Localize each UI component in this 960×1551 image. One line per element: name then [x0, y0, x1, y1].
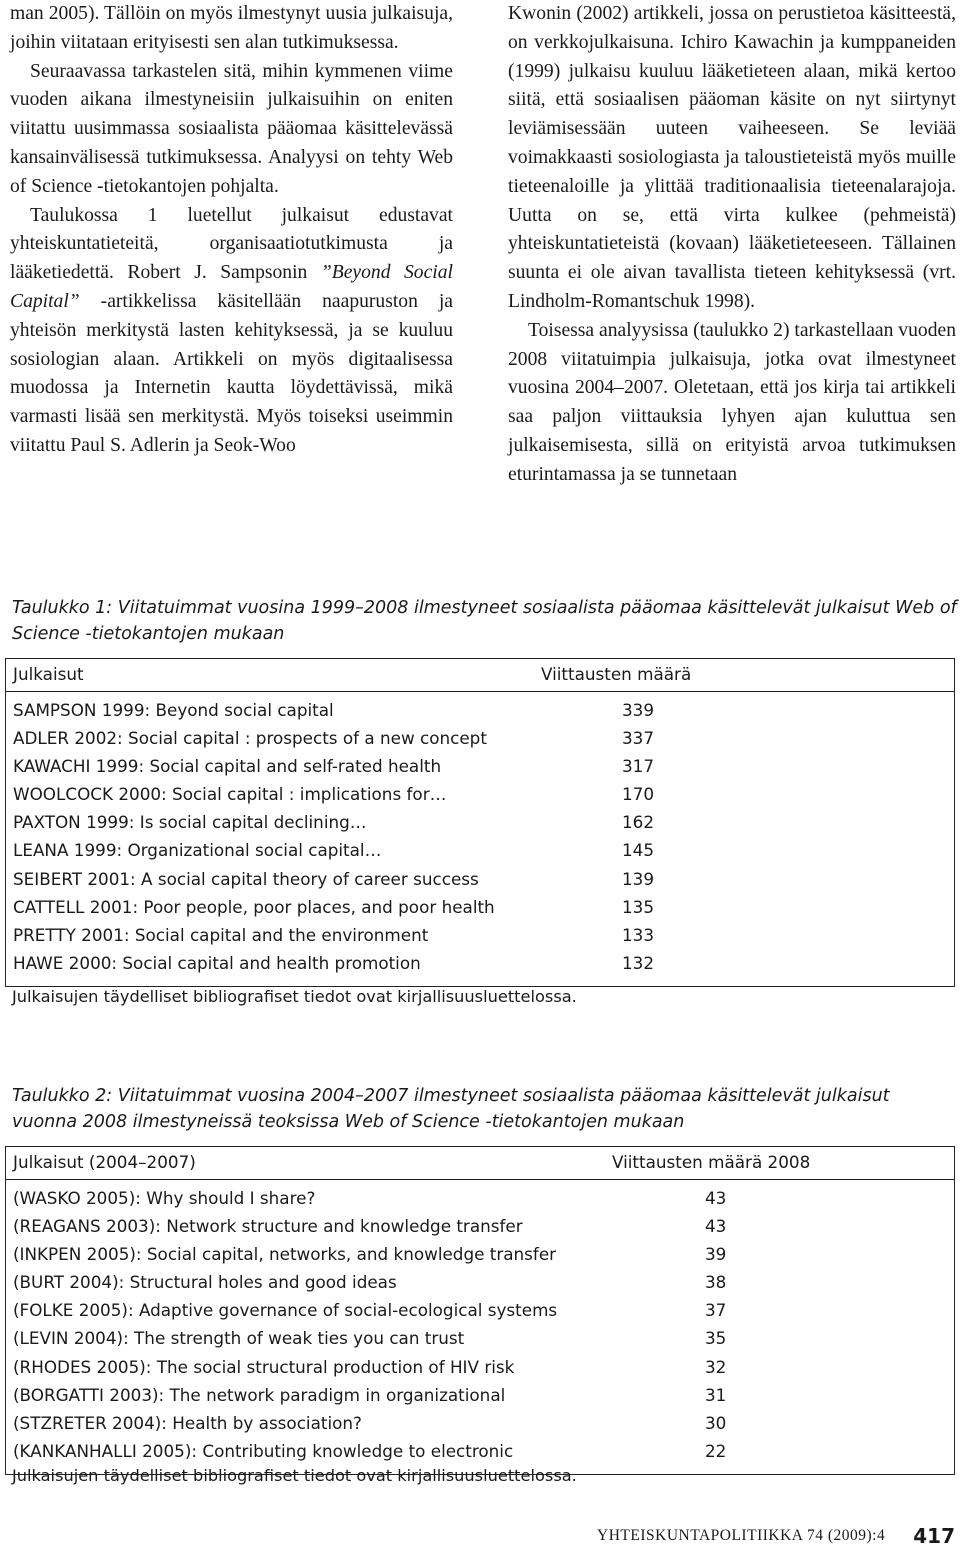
citation-count: 30: [705, 1412, 727, 1433]
table2: [5, 1146, 955, 1475]
table2-header: [5, 1146, 955, 1180]
citation-count: 43: [705, 1216, 727, 1237]
table2-body: [5, 1180, 955, 1475]
table-row: [6, 1271, 954, 1299]
table-row: [6, 1215, 954, 1243]
publication-title: (BURT 2004): Structural holes and good ideas: [13, 1272, 397, 1293]
paragraph: Toisessa analyysissa (taulukko 2) tarkastellaan vuoden 2008 viitatuimpia julkaisuja, jotka ovat ilmestyneet vuosina 2004–2007. Oletetaan, että jos kirja tai artikkeli saa paljon viittauksia lyhyen ajan kuluttua sen julkaisemisesta, sillä on erityistä arvoa tutkimuksen eturintamassa ja se tunnetaan: [508, 319, 956, 485]
table-row: [6, 1440, 954, 1468]
publication-title: SAMPSON 1999: Beyond social capital: [13, 700, 334, 720]
table-row: [6, 783, 954, 811]
page-footer: [597, 1523, 955, 1549]
citation-count: 31: [705, 1384, 727, 1405]
table-row: [6, 1243, 954, 1271]
citation-count: 133: [622, 924, 655, 945]
citation-count: 43: [705, 1188, 727, 1208]
publication-title: (REAGANS 2003): Network structure and knowledge transfer: [13, 1216, 523, 1237]
citation-count: 145: [622, 840, 655, 861]
publication-title: WOOLCOCK 2000: Social capital : implications for…: [13, 784, 447, 805]
paragraph: [10, 202, 453, 461]
page-number: 417: [913, 1524, 955, 1548]
table-row: [6, 699, 954, 727]
publication-title: KAWACHI 1999: Social capital and self-rated health: [13, 756, 442, 777]
table1-header-citations: Viittausten määrä: [541, 664, 692, 684]
publication-title: (WASKO 2005): Why should I share?: [13, 1188, 316, 1208]
table-row: [6, 755, 954, 783]
citation-count: 337: [622, 728, 655, 749]
journal-name: YHTEISKUNTAPOLITIIKKA 74 (2009):4: [597, 1527, 886, 1544]
table1-header-publications: Julkaisut: [13, 664, 84, 684]
paragraph-text: Taulukossa 1 luetellut julkaisut edustavat yhteiskuntatieteitä, organisaatiotutkimusta ja lääketiedettä. Robert J. Sampsonin: [10, 204, 453, 284]
table-row: [6, 727, 954, 755]
publication-title: ADLER 2002: Social capital : prospects of a new concept: [13, 728, 487, 749]
publication-title: HAWE 2000: Social capital and health promotion: [13, 952, 421, 973]
citation-count: 32: [705, 1356, 727, 1377]
publication-title: PRETTY 2001: Social capital and the environment: [13, 924, 429, 945]
publication-title: LEANA 1999: Organizational social capital…: [13, 840, 382, 861]
publication-title: SEIBERT 2001: A social capital theory of career success: [13, 868, 479, 889]
table2-header-publications: Julkaisut (2004–2007): [13, 1152, 196, 1172]
publication-title: PAXTON 1999: Is social capital declining…: [13, 812, 367, 833]
table1: [5, 658, 955, 987]
citation-count: 35: [705, 1328, 727, 1349]
table1-note: Julkaisujen täydelliset bibliografiset tiedot ovat kirjallisuusluettelossa.: [12, 987, 577, 1006]
citation-count: 339: [622, 700, 655, 720]
table1-caption: Taulukko 1: Viitatuimmat vuosina 1999–2008 ilmestyneet sosiaalista pääomaa käsittelevät julkaisut Web of Science -tietokantojen mukaan: [12, 598, 957, 644]
paragraph-text: -artikkelissa käsitellään naapuruston ja yhteisön merkitystä lasten kehityksessä, ja se kuuluu sosiologian alaan. Artikkeli on myös digitaalisessa muodossa ja Internetin kautta löydettävissä, mikä varmasti lisää sen merkitystä. Myös toiseksi useimmin viitattu Paul S. Adlerin ja Seok-Woo: [10, 290, 453, 456]
article-title-emphasis: ”Beyond Social Capital”: [10, 262, 453, 312]
table-row: [6, 1384, 954, 1412]
table-row: [6, 952, 954, 980]
publication-title: (LEVIN 2004): The strength of weak ties you can trust: [13, 1328, 465, 1349]
paragraph: Seuraavassa tarkastelen sitä, mihin kymmenen viime vuoden aikana ilmestyneisiin julkaisuihin on eniten viitattu uusimmassa sosiaalista pääomaa käsittelevässä kansainvälisessä tutkimuksessa. Analyysi on tehty Web of Science -tietokantojen pohjalta.: [10, 60, 453, 197]
table2-caption: Taulukko 2: Viitatuimmat vuosina 2004–2007 ilmestyneet sosiaalista pääomaa käsittelevät julkaisut vuonna 2008 ilmestyneissä teoksissa Web of Science -tietokantojen mukaan: [12, 1086, 890, 1132]
citation-count: 132: [622, 952, 655, 973]
citation-count: 162: [622, 812, 655, 833]
right-text-column: [508, 0, 956, 490]
table-row: [6, 1327, 954, 1355]
citation-count: 170: [622, 784, 655, 805]
publication-title: CATTELL 2001: Poor people, poor places, and poor health: [13, 896, 495, 917]
table-row: [6, 839, 954, 867]
publication-title: (KANKANHALLI 2005): Contributing knowledge to electronic: [13, 1440, 514, 1461]
publication-title: (STZRETER 2004): Health by association?: [13, 1412, 362, 1433]
citation-count: 37: [705, 1300, 727, 1321]
table-row: [6, 924, 954, 952]
table-row: [6, 1412, 954, 1440]
publication-title: (FOLKE 2005): Adaptive governance of social-ecological systems: [13, 1300, 558, 1321]
table1-body: [5, 692, 955, 987]
left-text-column: [10, 0, 453, 461]
table-row: [6, 868, 954, 896]
table-row: [6, 1356, 954, 1384]
table1-header: [5, 658, 955, 692]
table-row: [6, 1299, 954, 1327]
publication-title: (RHODES 2005): The social structural production of HIV risk: [13, 1356, 515, 1377]
table2-note: Julkaisujen täydelliset bibliografiset tiedot ovat kirjallisuusluettelossa.: [12, 1466, 577, 1485]
table2-header-citations: Viittausten määrä 2008: [612, 1152, 811, 1172]
publication-title: (INKPEN 2005): Social capital, networks, and knowledge transfer: [13, 1244, 557, 1265]
table-row: [6, 896, 954, 924]
citation-count: 39: [705, 1244, 727, 1265]
publication-title: (BORGATTI 2003): The network paradigm in organizational: [13, 1384, 506, 1405]
citation-count: 317: [622, 756, 655, 777]
table-row: [6, 1187, 954, 1215]
citation-count: 135: [622, 896, 655, 917]
citation-count: 22: [705, 1440, 727, 1461]
paragraph: Kwonin (2002) artikkeli, jossa on perustietoa käsitteestä, on verkkojulkaisuna. Ichiro Kawachin ja kumppaneiden (1999) julkaisu kuuluu lääketieteen alaan, mikä kertoo siitä, että sosiaalisen pääoman käsite on nyt siirtynyt leviämisessään uuteen vaiheeseen. Se leviää voimakkaasti sosiologiasta ja taloustieteistä myös muille tieteenaloille ja ylittää traditionaalisia tieteenalarajoja. Uutta on se, että virta kulkee (pehmeistä) yhteiskuntatieteistä (kovaan) lääketieteeseen. Tällainen suunta ei ole aivan tavallista tieteen kehityksessä (vrt. Lindholm-Romantschuk 1998).: [508, 3, 956, 312]
citation-count: 139: [622, 868, 655, 889]
table-row: [6, 811, 954, 839]
citation-count: 38: [705, 1272, 727, 1293]
paragraph: man 2005). Tällöin on myös ilmestynyt uusia julkaisuja, joihin viitataan erityisesti sen alan tutkimuksessa.: [10, 3, 453, 53]
